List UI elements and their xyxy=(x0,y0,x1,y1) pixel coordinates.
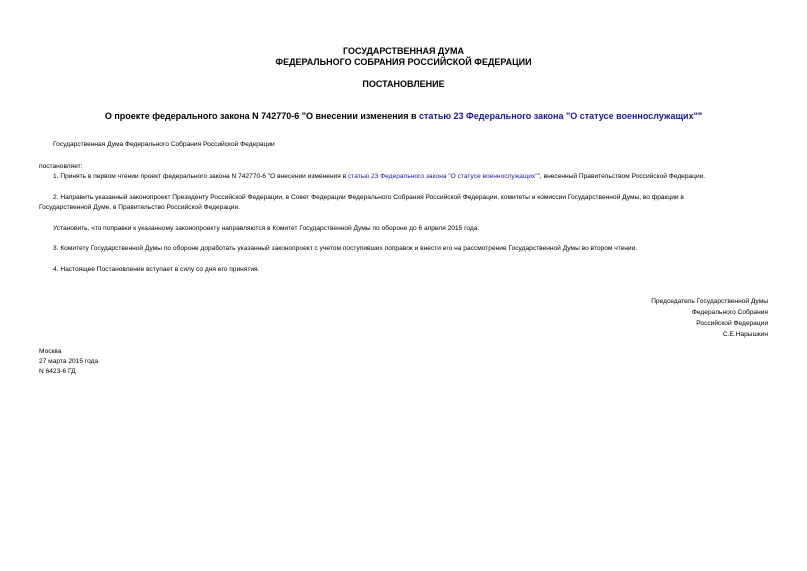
signature-line-2: Федерального Собрания xyxy=(691,309,768,316)
paragraph-1 xyxy=(53,172,705,181)
paragraph-3: 3. Комитету Государственной Думы по обороне доработать указанный законопроект с учетом поступивших поправок и внести его на рассмотрение Государственной Думы во втором чтении. xyxy=(53,245,638,252)
signature-line-1: Председатель Государственной Думы xyxy=(651,298,768,305)
paragraph-2-line-2: Государственной Думе, в Правительство Российской Федерации. xyxy=(39,204,240,211)
paragraph-4: 4. Настоящее Постановление вступает в силу со дня его принятия. xyxy=(53,266,260,273)
header-state-duma: ГОСУДАРСТВЕННАЯ ДУМА xyxy=(342,46,465,56)
signature-name: С.Е.Нарышкин xyxy=(722,331,768,338)
title-law-link[interactable]: статью 23 Федерального закона "О статусе военнослужащих" xyxy=(419,111,698,121)
footer-city: Москва xyxy=(39,348,62,355)
document-title xyxy=(0,111,807,122)
title-suffix: " xyxy=(697,111,703,121)
paragraph-2b: Установить, что поправки к указанному законопроекту направляются в Комитет Государственной Думы по обороне до 6 апреля 2015 года. xyxy=(53,225,480,232)
header-doc-type: ПОСТАНОВЛЕНИЕ xyxy=(362,79,445,89)
header-federal-assembly: ФЕДЕРАЛЬНОГО СОБРАНИЯ РОССИЙСКОЙ ФЕДЕРАЦИИ xyxy=(275,57,532,67)
p1-law-link[interactable]: статью 23 Федерального закона "О статусе военнослужащих" xyxy=(347,173,538,180)
signature-line-3: Российской Федерации xyxy=(696,320,768,327)
intro-text: Государственная Дума Федерального Собрания Российской Федерации xyxy=(53,141,275,148)
resolves-text: постановляет: xyxy=(39,163,83,170)
p1-prefix: 1. Принять в первом чтении проект федерального закона N 742770-6 "О внесении изменения в xyxy=(53,173,348,180)
paragraph-2-line-1: 2. Направить указанный законопроект Президенту Российской Федерации, в Совет Федерации Федерального Собрания Российской Федерации, комитеты и комиссии Государственной Думы, во фракции в xyxy=(53,194,684,201)
footer-date: 27 марта 2015 года xyxy=(39,358,99,365)
footer-number: N 6423-6 ГД xyxy=(39,368,76,375)
title-prefix: О проекте федерального закона N 742770-6 "О внесении изменения в xyxy=(104,111,419,121)
p1-suffix: ", внесенный Правительством Российской Федерации. xyxy=(537,173,706,180)
